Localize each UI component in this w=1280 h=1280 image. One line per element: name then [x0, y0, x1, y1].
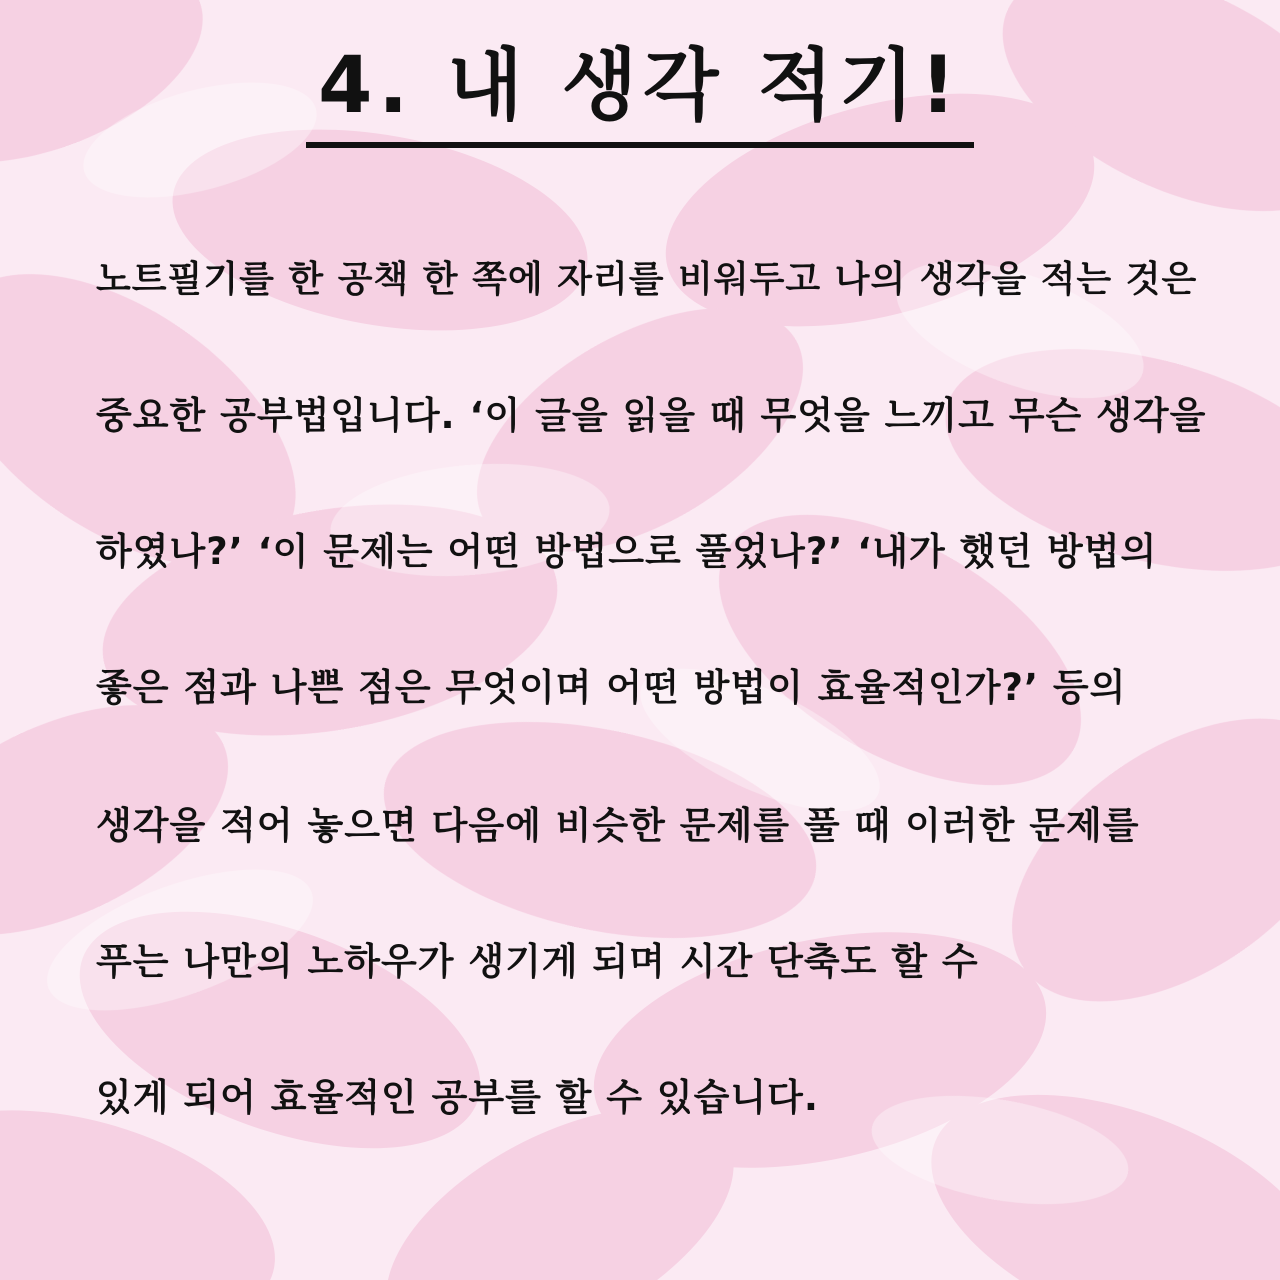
page-title: 4. 내 생각 적기! [306, 36, 974, 148]
title-wrapper [0, 36, 1280, 148]
paragraph-line: 있게 되어 효율적인 공부를 할 수 있습니다. [96, 1076, 819, 1119]
paragraph-line: 중요한 공부법입니다. ‘이 글을 읽을 때 무엇을 느끼고 무슨 생각을 [96, 394, 1207, 437]
paragraph-line: 생각을 적어 놓으면 다음에 비슷한 문제를 풀 때 이러한 문제를 [96, 804, 1140, 847]
paragraph-line: 푸는 나만의 노하우가 생기게 되며 시간 단축도 할 수 [96, 940, 979, 983]
paragraph-line: 좋은 점과 나쁜 점은 무엇이며 어떤 방법이 효율적인가?’ 등의 [96, 666, 1127, 709]
paragraph-line: 노트필기를 한 공책 한 쪽에 자리를 비워두고 나의 생각을 적는 것은 [96, 259, 1198, 300]
paragraph-line: 하였나?’ ‘이 문제는 어떤 방법으로 풀었나?’ ‘내가 했던 방법의 [96, 530, 1158, 573]
